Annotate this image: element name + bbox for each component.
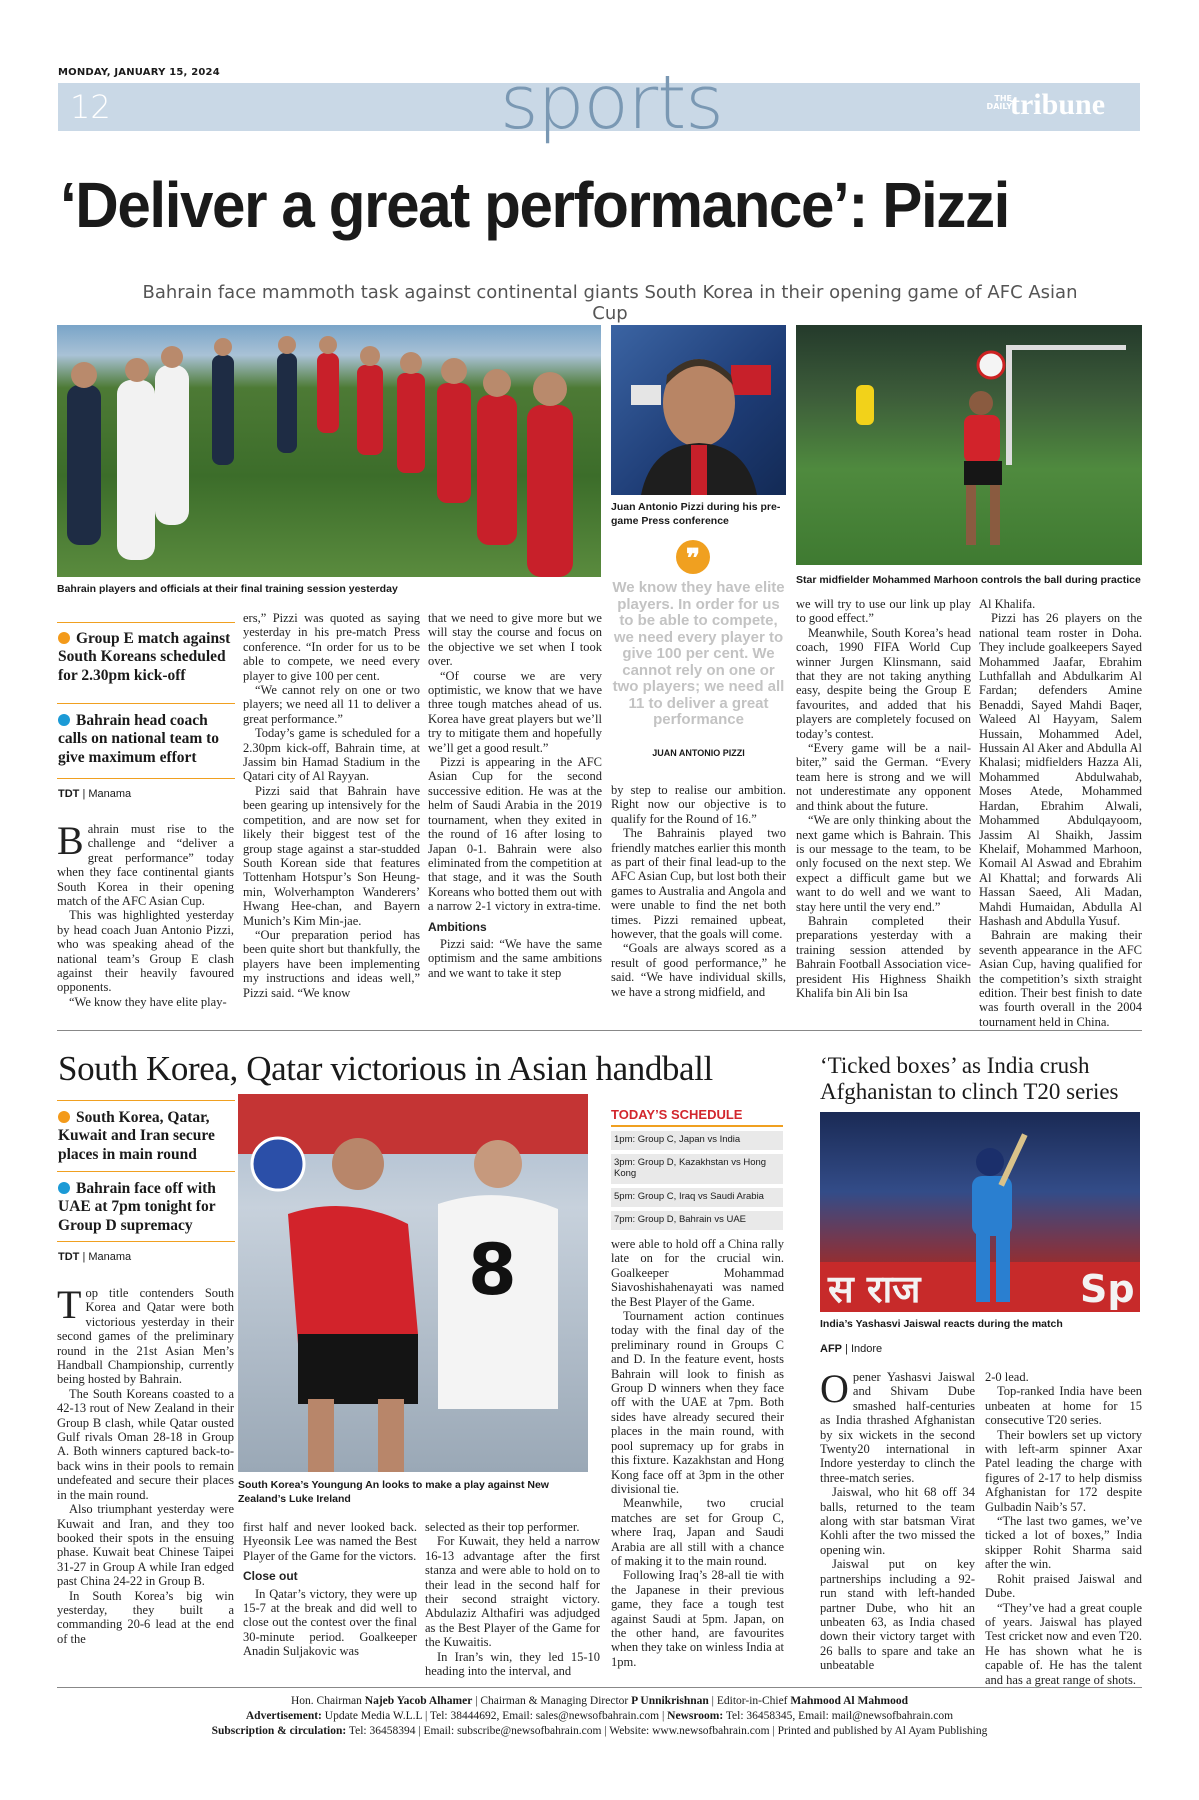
paragraph: Pizzi is appearing in the AFC Asian Cup for the second successive edition. He was at the helm of Saudi Arabia in the 2019 tournament, when they exited in the round of 16 after losing to Japan 0-1. Bahrain were also eliminated from the competition at that stage, and it was the South Koreans who botted them out with a narrow 2-1 victory in extra-time. — [428, 755, 602, 914]
page-number: 12 — [70, 88, 111, 126]
paragraph: “Our preparation period has been quite short but thankfully, the players have been implementing my instructions and ideas well,” Pizzi said. “We know — [243, 927, 420, 1000]
paragraph: Opener Yashasvi Jaiswal and Shivam Dube smashed half-centuries as India thrashed Afghanistan by six wickets in the second Twenty20 international in Indore yesterday to clinch the three-match series. — [820, 1366, 975, 1485]
svg-text:Sp: Sp — [1080, 1267, 1135, 1311]
svg-text:8: 8 — [468, 1229, 517, 1311]
handball-byline: TDT | Manama — [58, 1251, 132, 1263]
paragraph: that we need to give more but we will stay the course and focus on the objective we set when I took over. — [428, 611, 602, 669]
coach-photo-caption: Juan Antonio Pizzi during his pre-game Press conference — [611, 501, 781, 527]
paragraph: Top-ranked India have been unbeaten at home for 15 consecutive T20 series. — [985, 1384, 1142, 1428]
paragraph: Jaiswal, who hit 68 off 34 balls, returned to the team along with star batsman Virat Kohli after the two missed the opening win. — [820, 1485, 975, 1557]
highlight-rule — [57, 703, 235, 704]
coach-photo — [611, 325, 786, 495]
handball-photo — [238, 1094, 588, 1472]
main-byline: TDT | Manama — [58, 788, 132, 800]
paragraph: The Bahrainis played two friendly matches earlier this month as part of their final lead-up to the AFC Asian Cup, but lost both their games to Australia and Angola and were unable to find the net both times. Pizzi remained upbeat, however, that the goals will come. — [611, 826, 786, 942]
subheading: Ambitions — [428, 919, 487, 934]
paragraph: “The last two games, we’ve ticked a lot of boxes,” India skipper Rohit Sharma said after the win. — [985, 1514, 1142, 1572]
orange-bullet-icon — [58, 1111, 70, 1123]
training-photo — [57, 325, 601, 577]
quote-icon: ❞ — [676, 540, 710, 574]
paragraph: “Of course we are very optimistic, we know that we have three tough matches ahead of us. Korea have great players but we’ll try to mitigate them and hopefully we’ll get a good result.” — [428, 668, 602, 755]
highlight-rule — [57, 778, 235, 779]
section-divider — [57, 1030, 1142, 1031]
highlight-rule — [57, 622, 235, 623]
cricket-headline: ‘Ticked boxes’ as India crush Afghanistan to clinch T20 series — [820, 1053, 1119, 1104]
highlight-rule — [57, 1241, 235, 1242]
main-column-5 — [796, 597, 971, 1000]
main-column-1 — [57, 818, 234, 1009]
schedule-item: 5pm: Group C, Iraq vs Saudi Arabia — [611, 1188, 783, 1207]
paragraph: “Every game will be a nail-biter,” said the German. “Every team here is strong and we will not underestimate any opponent and think about the future. — [796, 741, 971, 813]
pull-quote-author: JUAN ANTONIO PIZZI — [652, 748, 745, 758]
handball-highlight-1: South Korea, Qatar, Kuwait and Iran secure places in main round — [58, 1109, 215, 1163]
footer-line-1: Hon. Chairman Najeb Yacob Alhamer | Chairman & Managing Director P Unnikrishnan | Editor-in-Chief Mahmood Al Mahmood — [291, 1695, 908, 1707]
main-column-3 — [428, 611, 602, 980]
schedule-item: 3pm: Group D, Kazakhstan vs Hong Kong — [611, 1154, 783, 1184]
paragraph: 2-0 lead. — [985, 1370, 1029, 1384]
paragraph: For Kuwait, they held a narrow 16-13 advantage after the first stanza and were able to hold on to their lead in the second half for their second straight victory. Abdulaziz Althafiri was adjudged as the Best Player of the Game for the Kuwaitis. — [425, 1534, 600, 1650]
blue-bullet-icon — [58, 714, 70, 726]
paragraph: In South Korea’s big win yesterday, they built a commanding 20-6 lead at the end of the — [57, 1588, 234, 1646]
imprint-footer — [57, 1694, 1142, 1739]
logo-prefix: THE DAILY — [986, 94, 1012, 111]
paragraph: “We cannot rely on one or two players; we need all 11 to deliver a great performance.” — [243, 683, 420, 726]
cricket-byline: AFP | Indore — [820, 1343, 883, 1355]
paragraph: Following Iraq’s 28-all tie with the Japanese in their previous game, they face a tough test against Saudi at 5pm. Japan, on the other hand, are favourites when they take on winless India at 1pm. — [611, 1568, 784, 1669]
highlight-rule — [57, 1100, 235, 1101]
paragraph: Al Khalifa. — [979, 597, 1036, 611]
training-photo-caption: Bahrain players and officials at their final training session yesterday — [57, 583, 398, 595]
subheading: Close out — [243, 1569, 298, 1584]
svg-text:स राज: स राज — [828, 1267, 921, 1311]
schedule-item: 7pm: Group D, Bahrain vs UAE — [611, 1211, 783, 1230]
blue-bullet-icon — [58, 1182, 70, 1194]
handball-photo-caption: South Korea’s Youngung An looks to make a play against New Zealand’s Luke Ireland — [238, 1479, 549, 1505]
paragraph: Pizzi said that Bahrain have been gearing up intensively for the competition, and are now set for likely their biggest test of the group stage against a star-studded South Korean side that features Tottenham Hotspur’s Son Heung-min, Wolverhampton Wanderers’ Hwang Hee-chan, and Bayern Munich’s Kim Min-jae. — [243, 783, 420, 928]
cricket-photo-caption: India’s Yashasvi Jaiswal reacts during the match — [820, 1318, 1063, 1330]
schedule-box — [611, 1107, 783, 1230]
paragraph: Pizzi has 26 players on the national team roster in Doha. They include goalkeepers Sayed Mohammed Jaafar, Ebrahim Luthfallah and Abdulkarim Al Fardan; defenders Amine Benaddi, Sayed Mahdi Baqer, Waleed Al Hayyam, Salem Hussain, Mohammed Adel, Hussain Al Aker and Abdulla Al Khalasi; midfielders Hazza Ali, Mohammed Abdulwahab, Moses Atede, Mohammed Hardan, Ebrahim Alwali, Mohammed Abdulqayoom, Jassim Al Shaikh, Jassim Khelaif, Mohammed Marhoon, Komail Al Aswad and Ebrahim Al Khattal; and forwards Ali Hassan Saeed, Ali Madan, Mahdi Humaidan, Abdulla Al Hashash and Abdulla Yusuf. — [979, 611, 1142, 928]
main-column-4 — [611, 783, 786, 999]
drop-cap: O — [820, 1366, 849, 1411]
handball-headline: South Korea, Qatar victorious in Asian handball — [58, 1049, 713, 1088]
footer-rule — [57, 1687, 1142, 1688]
main-headline: ‘Deliver a great performance’: Pizzi — [60, 169, 1009, 241]
cricket-column-2 — [985, 1370, 1142, 1687]
handball-column-3 — [425, 1520, 600, 1678]
paragraph: This was highlighted yesterday by head coach Juan Antonio Pizzi, who was speaking ahead of the national team’s Group E clash against their heavily favoured opponents. — [57, 908, 234, 995]
paragraph: In Qatar’s victory, they were up 15-7 at the break and did well to close out the contest over the final 30-minute period. Goalkeeper Anadin Suljakovic was — [243, 1586, 417, 1659]
paragraph: ers,” Pizzi was quoted as saying yesterday in his pre-match Press conference. “In order for us to be able to compete, we need every player to give 100 per cent. — [243, 611, 420, 683]
paragraph: were able to hold off a China rally late on for the crucial win. Goalkeeper Mohammad Siavoshishahenayati was named the Best Player of the Game. — [611, 1237, 784, 1309]
main-column-6 — [979, 597, 1142, 1029]
footer-line-3: Subscription & circulation: Tel: 36458394 | Email: subscribe@newsofbahrain.com | Website: www.newsofbahrain.com | Printed and published by Al Ayam Publishing — [211, 1725, 988, 1737]
issue-date: MONDAY, JANUARY 15, 2024 — [58, 67, 220, 78]
paragraph: Meanwhile, two crucial matches are set for Group C, where Iraq, Japan and Saudi Arabia are all still with a chance of making it to the main round. — [611, 1496, 784, 1568]
practice-photo-caption: Star midfielder Mohammed Marhoon controls the ball during practice — [796, 574, 1141, 586]
paragraph: by step to realise our ambition. Right now our objective is to qualify for the Round of 16.” — [611, 783, 786, 826]
paragraph: first half and never looked back. Hyeonsik Lee was named the Best Player of the Game for the victors. — [243, 1520, 417, 1563]
paragraph: Bahrain are making their seventh appearance in the AFC Asian Cup, having qualified for the competition’s sixth straight edition. Their best finish to date was fourth overall in the 2004 tournament held in China. — [979, 928, 1142, 1029]
cricket-column-1 — [820, 1366, 975, 1673]
paragraph: we will try to use our link up play to good effect.” — [796, 597, 971, 626]
handball-column-2 — [243, 1520, 417, 1659]
masthead-logo: tribune — [1010, 88, 1106, 121]
drop-cap: B — [57, 818, 84, 863]
handball-column-4 — [611, 1237, 784, 1669]
paragraph: Bahrain completed their preparations yesterday with a training session attended by Bahrain Football Association vice-president His Highness Shaikh Khalifa bin Ali bin Isa — [796, 913, 971, 1000]
orange-bullet-icon — [58, 632, 70, 644]
paragraph: selected as their top performer. — [425, 1520, 580, 1534]
paragraph: Meanwhile, South Korea’s head coach, 1990 FIFA World Cup winner Jurgen Klinsmann, said that they are not taking anything easy, despite being the Group E favourites, and added that his players are completely focused on today’s contest. — [796, 625, 971, 741]
footer-line-2: Advertisement: Update Media W.L.L | Tel: 38444692, Email: sales@newsofbahrain.com | Newsroom: Tel: 36458345, Email: mail@newsofbahrain.com — [245, 1710, 954, 1722]
highlight-2: Bahrain head coach calls on national team to give maximum effort — [58, 712, 220, 766]
paragraph: Tournament action continues today with the final day of the preliminary round in Groups C and D. In the feature event, hosts Bahrain will look to finish as Group D winners when they face off with the UAE at 7pm. Both sides have already secured their places in the main round, with pool supremacy up for grabs in this fixture. Kazakhstan and Hong Kong face off at 3pm in the other divisional tie. — [611, 1309, 784, 1496]
paragraph: The South Koreans coasted to a 42-13 rout of New Zealand in their Group B clash, while Qatar ousted Gulf rivals Oman 28-18 in Group A. Both winners captured back-to-back wins in their pools to remain undefeated and secure their places in the main round. — [57, 1386, 234, 1502]
schedule-title: TODAY’S SCHEDULE — [611, 1107, 783, 1127]
paragraph: “We are only thinking about the next game which is Bahrain. This is our message to the team, to be only focused on the next step. We expect a difficult game but we want to do well and we want to stay here until the very end.” — [796, 813, 971, 914]
paragraph: Also triumphant yesterday were Kuwait and Iran, and they too booked their spots in the ensuing phase. Kuwait beat Chinese Taipei 31-27 in Group A while Iran edged past China 24-22 in Group B. — [57, 1502, 234, 1589]
paragraph: In Iran’s win, they led 15-10 heading into the interval, and — [425, 1649, 600, 1679]
paragraph: Bahrain must rise to the challenge and “deliver a great performance” today when they face continental giants South Korea in their opening match of the AFC Asian Cup. — [57, 818, 234, 909]
paragraph: Top title contenders South Korea and Qatar were both victorious yesterday in their second games of the preliminary round in the 21st Asian Men’s Handball Championship, currently being hosted by Bahrain. — [57, 1282, 234, 1387]
highlight-1: Group E match against South Koreans scheduled for 2.30pm kick-off — [58, 630, 231, 684]
main-subhead: Bahrain face mammoth task against continental giants South Korea in their opening game of AFC Asian Cup — [142, 282, 1078, 324]
paragraph: Today’s game is scheduled for a 2.30pm kick-off, Bahrain time, at Jassim bin Hamad Stadium in the Qatari city of Al Rayyan. — [243, 726, 420, 784]
cricket-photo — [820, 1112, 1140, 1312]
drop-cap: T — [57, 1282, 82, 1327]
handball-column-1 — [57, 1282, 234, 1646]
handball-highlight-2: Bahrain face off with UAE at 7pm tonight for Group D supremacy — [58, 1180, 216, 1234]
main-column-2 — [243, 611, 420, 1000]
pull-quote: We know they have elite players. In order for us to be able to compete, we need every player to give 100 per cent. We cannot rely on one or two players; we need all 11 to deliver a great performance — [612, 579, 785, 728]
section-name: sports — [500, 60, 723, 146]
paragraph: “We know they have elite play- — [69, 994, 227, 1009]
paragraph: Rohit praised Jaiswal and Dube. — [985, 1571, 1142, 1601]
paragraph: “They’ve had a great couple of years. Jaiswal has played Test cricket now and even T20. He has shown what he is capable of. He has the talent and has a great range of shots. — [985, 1600, 1142, 1687]
paragraph: “Goals are always scored as a result of good performance,” he said. “We have individual skills, we have a strong midfield, and — [611, 941, 786, 999]
paragraph: Pizzi said: “We have the same optimism and the same ambitions and we want to take it step — [428, 936, 602, 980]
schedule-item: 1pm: Group C, Japan vs India — [611, 1131, 783, 1150]
paragraph: Jaiswal put on key partnerships including a 92-run stand with left-handed partner Dube, who hit an unbeaten 63, as India chased down their victory target with 26 balls to spare and take an unbeatable — [820, 1557, 975, 1673]
paragraph: Their bowlers set up victory with left-arm spinner Axar Patel leading the charge with figures of 2-17 to help dismiss Afghanistan for 172 despite Gulbadin Naib’s 57. — [985, 1427, 1142, 1514]
highlight-rule — [57, 1171, 235, 1172]
practice-photo — [796, 325, 1142, 565]
